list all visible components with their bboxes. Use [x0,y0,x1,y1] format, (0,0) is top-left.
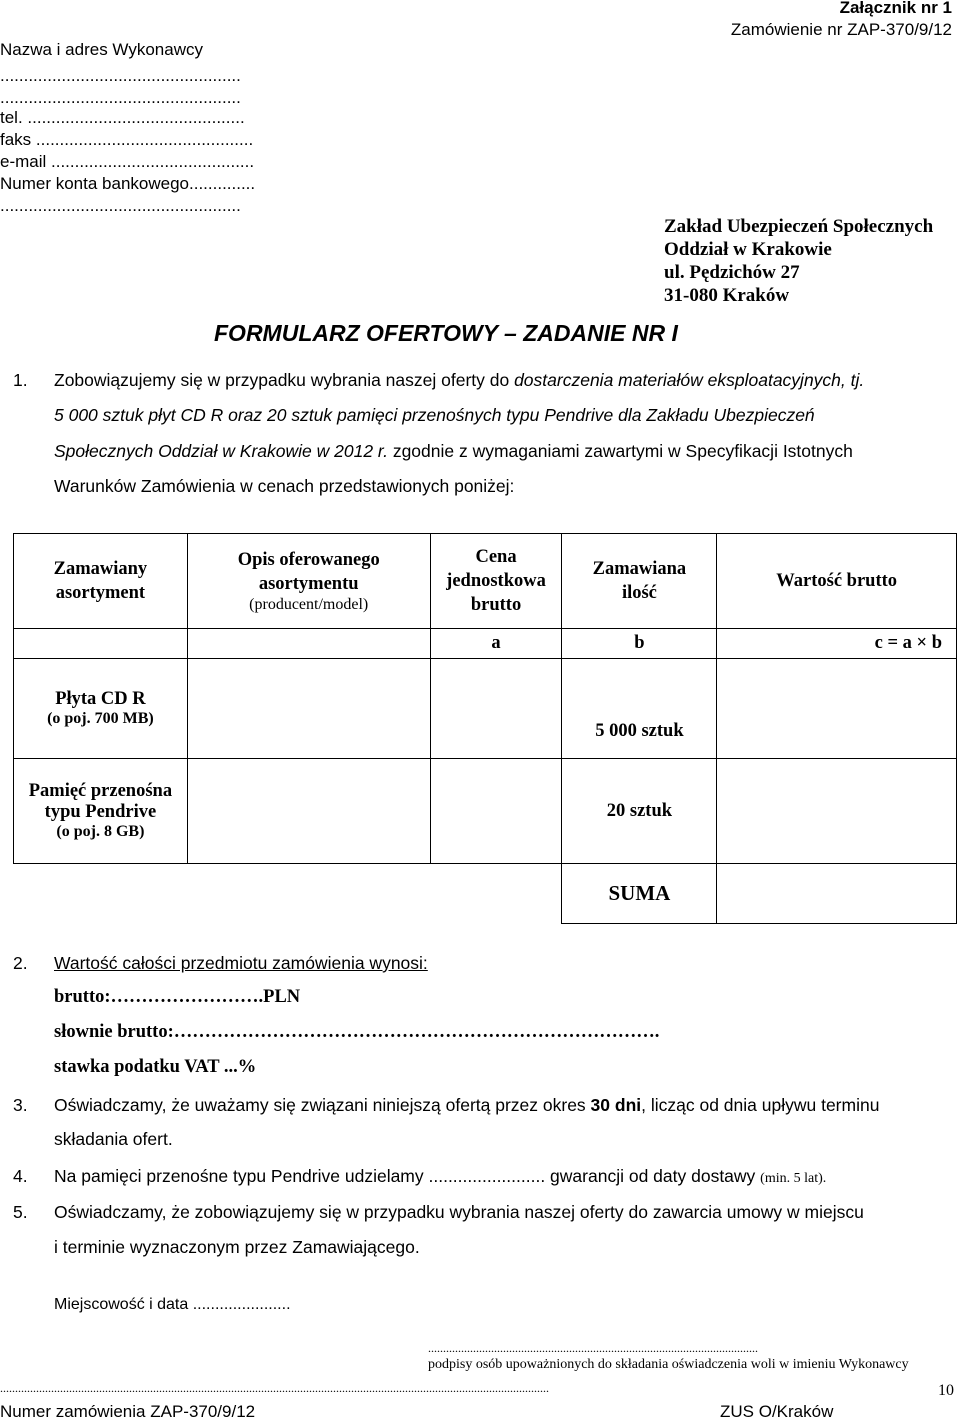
header-offer-description: Opis oferowanego asortymentu (producent/model) [187,534,430,629]
sum-empty-3 [430,864,562,924]
sum-empty-1 [14,864,188,924]
signature-caption: podpisy osób upoważnionych do składania oświadczenia woli w imieniu Wykonawcy [428,1357,909,1372]
section-3-line-1: Oświadczamy, że uważamy się związani niniejszą ofertą przez okres 30 dni, licząc od dnia upływu terminu [54,1095,880,1115]
section-1-line-2: 5 000 sztuk płyt CD R oraz 20 sztuk pamięci przenośnych typu Pendrive dla Zakładu Ubezpieczeń [54,405,815,425]
place-and-date-field[interactable]: Miejscowość i data ...................... [54,1296,291,1313]
row-2-quantity: 20 sztuk [562,759,717,864]
page-number: 10 [938,1382,954,1399]
offer-table [13,533,957,924]
contractor-email: e-mail ........................................... [0,152,255,171]
contractor-tel: tel. .............................................. [0,108,245,127]
section-1-line-3: Społecznych Oddział w Krakowie w 2012 r. zgodnie z wymaganiami zawartymi w Specyfikacji Istotnych [54,441,853,461]
section-5-line-1: Oświadczamy, że zobowiązujemy się w przypadku wybrania naszej oferty do zawarcia umowy w miejscu [54,1202,864,1222]
row-1-price-cell[interactable] [430,659,562,759]
section-3-line-2: składania ofert. [54,1129,173,1149]
header-gross-value: Wartość brutto [717,534,957,629]
section-1-number: 1. [13,370,28,390]
attachment-label: Załącznik nr 1 [839,0,952,17]
order-reference: Zamówienie nr ZAP-370/9/12 [730,20,952,39]
header-unit-price: Cena jednostkowa brutto [430,534,562,629]
footer-office: ZUS O/Kraków [720,1402,834,1421]
section-1-line-4: Warunków Zamówienia w cenach przedstawionych poniżej: [54,476,515,496]
sum-value-cell[interactable] [717,864,957,924]
contractor-fax: faks .............................................. [0,130,254,149]
table-row [14,659,957,759]
section-2-text: Wartość całości przedmiotu zamówienia wynosi: [54,953,428,973]
sum-label: SUMA [562,864,717,924]
section-1-line-1: Zobowiązujemy się w przypadku wybrania naszej oferty do dostarczenia materiałów eksploatacyjnych, tj. [54,370,865,390]
row-2-description-cell[interactable] [187,759,430,864]
gross-value-field[interactable]: brutto:…………………….PLN [54,987,301,1007]
row-1-item: Płyta CD R (o poj. 700 MB) [14,659,188,759]
section-2-number: 2. [13,953,28,973]
recipient-line-2: Oddział w Krakowie [664,239,832,260]
table-subheader-row [14,629,957,659]
subheader-empty-1 [14,629,188,659]
recipient-line-3: ul. Pędzichów 27 [664,262,800,283]
contractor-dots-3: ................................................... [0,196,241,215]
footer-order-number: Numer zamówienia ZAP-370/9/12 [0,1402,256,1421]
footer-rule: ....................................................................................................................................................................................... [0,1381,549,1395]
row-2-item: Pamięć przenośna typu Pendrive (o poj. 8 GB) [14,759,188,864]
gross-in-words-field[interactable]: słownie brutto:……………………………………………………………………. [54,1022,660,1042]
vat-rate-field[interactable]: stawka podatku VAT ...% [54,1057,257,1077]
header-quantity: Zamawiana ilość [562,534,717,629]
row-2-value-cell[interactable] [717,759,957,864]
row-1-value-cell[interactable] [717,659,957,759]
section-3-number: 3. [13,1095,28,1115]
sum-empty-2 [187,864,430,924]
recipient-line-4: 31-080 Kraków [664,285,790,306]
row-1-quantity: 5 000 sztuk [562,659,717,759]
subheader-c: c = a × b [717,629,957,659]
section-5-number: 5. [13,1202,28,1222]
form-title: FORMULARZ OFERTOWY – ZADANIE NR I [214,320,678,346]
table-row [14,759,957,864]
header-ordered-item: Zamawiany asortyment [14,534,188,629]
contractor-account: Numer konta bankowego.............. [0,174,256,193]
recipient-line-1: Zakład Ubezpieczeń Społecznych [664,216,934,237]
subheader-b: b [562,629,717,659]
contractor-label: Nazwa i adres Wykonawcy [0,40,203,59]
signature-dots[interactable]: .............................................................................................................. [428,1341,758,1355]
section-4-line: Na pamięci przenośne typu Pendrive udzielamy ........................ gwarancji od daty dostawy (min. 5 lat). [54,1166,827,1186]
contractor-dots-1: ................................................... [0,66,241,85]
row-1-description-cell[interactable] [187,659,430,759]
table-header-row [14,534,957,629]
contractor-dots-2: ................................................... [0,88,241,107]
subheader-a: a [430,629,562,659]
row-2-price-cell[interactable] [430,759,562,864]
section-4-number: 4. [13,1166,28,1186]
subheader-empty-2 [187,629,430,659]
table-sum-row [14,864,957,924]
section-5-line-2: i terminie wyznaczonym przez Zamawiającego. [54,1237,420,1257]
